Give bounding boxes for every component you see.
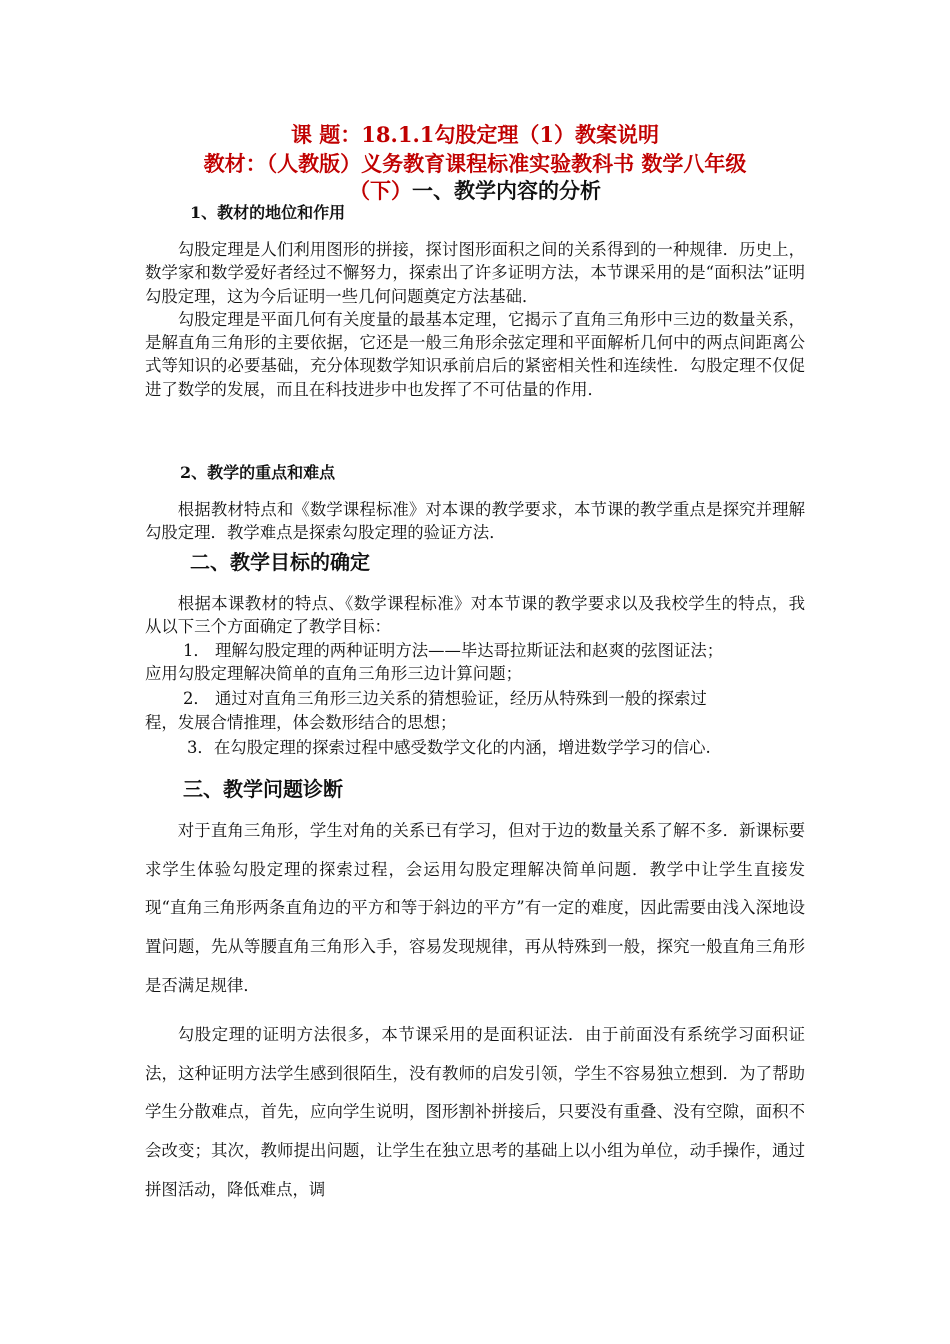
goal-2-line-1: 2． 通过对直角三角形三边关系的猜想验证，经历从特殊到一般的探索过 [183,689,707,708]
textbook-info: 教材：（人教版）义务教育课程标准实验教科书 数学八年级 [203,151,747,176]
paragraph: 勾股定理的证明方法很多，本节课采用的是面积证法．由于前面没有系统学习面积证法，这种证明方法学生感到很陌生，没有教师的启发引领，学生不容易独立想到．为了帮助学生分散难点，首先，应向学生说明，图形割补拼接后，只要没有重叠、没有空隙，面积不会改变；其次，教师提出问题，让学生在独立思考的基础上以小组为单位，动手操作，通过拼图活动，降低难点，调 [145,1025,805,1199]
section-3-heading: 三、教学问题诊断 [183,777,343,801]
goal-2-line-2: 程，发展合情推理，体会数形结合的思想； [145,713,457,732]
subsection-1-body [145,238,805,401]
subsection-1-title: 1、教材的地位和作用 [190,203,346,222]
section-3-paragraph-1 [145,812,805,1006]
section-3-paragraph-2 [145,1016,805,1210]
goal-3: 3．在勾股定理的探索过程中感受数学文化的内涵，增进数学学习的信心. [187,738,711,757]
section-2-intro [145,592,805,639]
textbook-volume: （下） [349,178,412,203]
paragraph: 勾股定理是人们利用图形的拼接，探讨图形面积之间的关系得到的一种规律．历史上，数学家和数学爱好者经过不懈努力，探索出了许多证明方法，本节课采用的是“面积法”证明勾股定理，这为今后证明一些几何问题奠定方法基础． [145,240,805,306]
paragraph: 勾股定理是平面几何有关度量的最基本定理，它揭示了直角三角形中三边的数量关系，是解直角三角形的主要依据，它还是一般三角形余弦定理和平面解析几何中的两点间距离公式等知识的必要基础，充分体现数学知识承前启后的紧密相关性和连续性．勾股定理不仅促进了数学的发展，而且在科技进步中也发挥了不可估量的作用． [145,309,805,399]
subsection-2-body [145,498,805,545]
section-2-heading: 二、教学目标的确定 [190,550,370,574]
goal-1-line-1: 1． 理解勾股定理的两种证明方法——毕达哥拉斯证法和赵爽的弦图证法； [183,641,724,660]
goal-1-line-2: 应用勾股定理解决简单的直角三角形三边计算问题； [145,664,522,683]
paragraph: 根据教材特点和《数学课程标准》对本课的教学要求，本节课的教学重点是探究并理解勾股定理．教学难点是探索勾股定理的验证方法． [145,500,805,543]
subsection-2-title: 2、教学的重点和难点 [180,463,336,482]
section-1-heading: 一、教学内容的分析 [412,178,601,203]
lesson-title: 课 题：18.1.1勾股定理（1）教案说明 [291,122,659,147]
paragraph: 根据本课教材的特点、《数学课程标准》对本节课的教学要求以及我校学生的特点，我从以下三个方面确定了教学目标： [145,594,805,637]
textbook-info-continued [0,176,950,206]
paragraph: 对于直角三角形，学生对角的关系已有学习，但对于边的数量关系了解不多．新课标要求学生体验勾股定理的探索过程，会运用勾股定理解决简单问题．教学中让学生直接发现“直角三角形两条直角边的平方和等于斜边的平方”有一定的难度，因此需要由浅入深地设置问题，先从等腰直角三角形入手，容易发现规律，再从特殊到一般，探究一般直角三角形是否满足规律． [145,821,805,995]
